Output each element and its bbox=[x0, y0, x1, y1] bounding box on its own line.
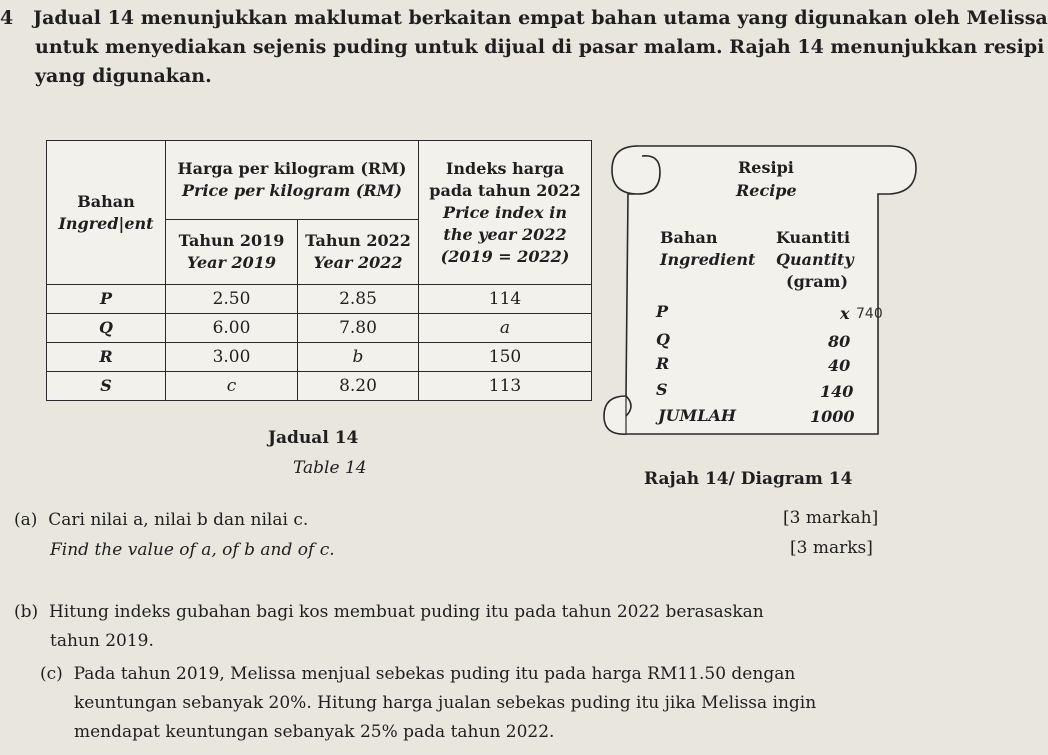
diagram-caption: Rajah 14/ Diagram 14 bbox=[644, 469, 853, 489]
recipe-item-q: Q bbox=[656, 330, 670, 349]
header-year-2019: Tahun 2019 Year 2019 bbox=[166, 220, 298, 285]
recipe-col-ingredient: Ingredient bbox=[660, 250, 756, 269]
recipe-col-quantity: Quantity bbox=[776, 250, 854, 269]
recipe-qty-s: 140 bbox=[820, 382, 854, 401]
header-price: Harga per kilogram (RM) Price per kilogram (RM) bbox=[166, 141, 419, 220]
recipe-item-p: P bbox=[656, 302, 669, 321]
recipe-scroll bbox=[598, 144, 918, 460]
part-c-line-3: mendapat keuntungan sebanyak 25% pada tahun 2022. bbox=[74, 722, 555, 742]
recipe-col-kuantiti: Kuantiti bbox=[776, 228, 851, 247]
part-c-line-2: keuntungan sebanyak 20%. Hitung harga jualan sebekas puding itu jika Melissa ingin bbox=[74, 693, 817, 713]
recipe-item-r: R bbox=[656, 354, 670, 373]
recipe-col-bahan: Bahan bbox=[660, 228, 718, 247]
part-c-line-1: (c) Pada tahun 2019, Melissa menjual sebekas puding itu pada harga RM11.50 dengan bbox=[40, 664, 796, 684]
table-row: R 3.00 b 150 bbox=[47, 343, 592, 372]
table-row: Q 6.00 7.80 a bbox=[47, 314, 592, 343]
part-b-line-2: tahun 2019. bbox=[50, 631, 154, 651]
table-caption-ms: Jadual 14 bbox=[268, 428, 359, 448]
table-caption-en: Table 14 bbox=[293, 458, 367, 478]
part-a-en: Find the value of a, of b and of c. bbox=[50, 540, 335, 560]
header-year-2022: Tahun 2022 Year 2022 bbox=[298, 220, 419, 285]
intro-line-2: untuk menyediakan sejenis puding untuk dijual di pasar malam. Rajah 14 menunjukkan resipi bbox=[35, 36, 1045, 58]
recipe-total-value: 1000 bbox=[810, 407, 855, 426]
recipe-col-unit: (gram) bbox=[786, 272, 849, 291]
header-price-index: Indeks harga pada tahun 2022 Price index in the year 2022 (2019 = 2022) bbox=[419, 141, 592, 285]
price-index-table bbox=[46, 140, 592, 401]
question-number: 4 bbox=[0, 7, 14, 29]
handwritten-note: 740 bbox=[856, 306, 883, 322]
recipe-qty-q: 80 bbox=[828, 332, 851, 351]
part-a-ms: (a) Cari nilai a, nilai b dan nilai c. bbox=[14, 510, 309, 530]
part-a-marks-ms: [3 markah] bbox=[783, 508, 879, 528]
header-ingredient: Bahan Ingred|ent bbox=[47, 141, 166, 285]
recipe-total-label: JUMLAH bbox=[658, 406, 737, 425]
table-row: S c 8.20 113 bbox=[47, 372, 592, 401]
recipe-qty-r: 40 bbox=[828, 356, 851, 375]
recipe-title-ms: Resipi bbox=[738, 158, 794, 177]
recipe-title-en: Recipe bbox=[736, 181, 797, 200]
intro-line-1: 4 Jadual 14 menunjukkan maklumat berkaitan empat bahan utama yang digunakan oleh Melissa bbox=[0, 4, 915, 33]
part-a-marks-en: [3 marks] bbox=[790, 538, 873, 558]
part-b-line-1: (b) Hitung indeks gubahan bagi kos membuat puding itu pada tahun 2022 berasaskan bbox=[14, 602, 764, 622]
recipe-item-s: S bbox=[656, 380, 668, 399]
recipe-qty-p: x bbox=[840, 304, 850, 323]
intro-line-3: yang digunakan. bbox=[35, 65, 212, 87]
question-intro bbox=[0, 4, 1048, 91]
table-row: P 2.50 2.85 114 bbox=[47, 285, 592, 314]
